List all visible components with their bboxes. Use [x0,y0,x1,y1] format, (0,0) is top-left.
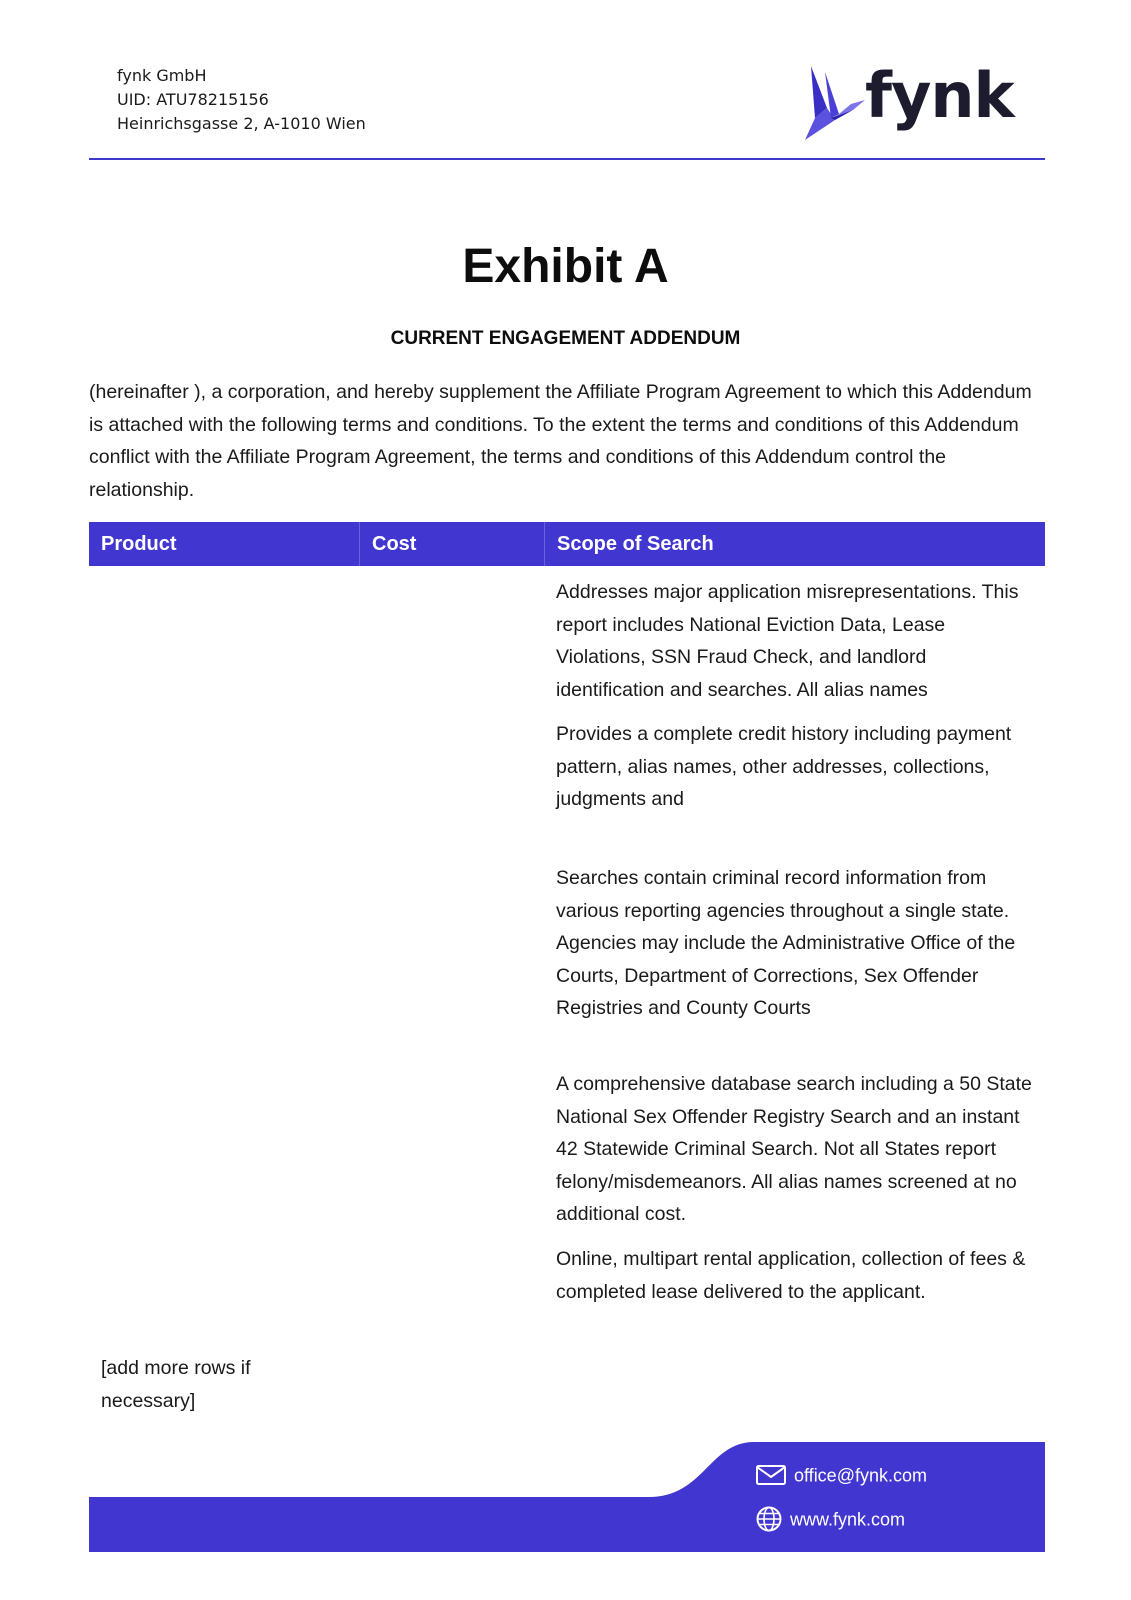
column-header-product: Product [101,533,177,555]
company-uid: UID: ATU78215156 [117,90,269,109]
add-rows-note: [add more rows if necessary] [101,1357,251,1412]
footer-website-link[interactable] [756,1506,905,1532]
column-divider [359,522,360,566]
company-address: Heinrichsgasse 2, A-1010 Wien [117,114,366,133]
document-title: Exhibit A [462,240,669,293]
footer-email-link[interactable] [756,1462,927,1487]
fynk-logo [805,59,1014,142]
footer-website: www.fynk.com [790,1509,906,1530]
intro-paragraph: (hereinafter ), a corporation, and hereby supplement the Affiliate Program Agreement to which this Addendum is attached with the following terms and conditions. To the extent the terms and conditions of this Addendum conflict with the Affiliate Program Agreement, the terms and conditions of this Addendum control the relationship. [89,381,1032,501]
envelope-icon [756,1465,786,1485]
table-row-scope: A comprehensive database search including a 50 State National Sex Offender Registry Search and an instant 42 Statewide Criminal Search. Not all States report felony/misdemeanors. All alias names screened at no additional cost. [556,1073,1032,1225]
column-header-scope: Scope of Search [557,533,714,555]
document-subtitle: CURRENT ENGAGEMENT ADDENDUM [390,328,741,349]
header-divider [89,158,1045,160]
footer-band [89,1442,1045,1552]
table-row-scope: Searches contain criminal record information from various reporting agencies throughout a single state. Agencies may include the Administrative Office of the Courts, Department of Corrections, Sex Offender Registries and County Courts [556,867,1016,1019]
table-row-scope: Online, multipart rental application, collection of fees & completed lease delivered to the applicant. [556,1248,1026,1303]
column-header-cost: Cost [372,533,417,555]
company-name: fynk GmbH [117,66,207,85]
origami-bird-logo-icon [805,64,869,140]
table-header [89,522,1045,566]
footer-email: office@fynk.com [794,1465,927,1486]
globe-icon [756,1506,782,1532]
table-row-scope: Addresses major application misrepresentations. This report includes National Eviction Data, Lease Violations, SSN Fraud Check, and landlord identification and searches. All alias names [556,581,1019,701]
company-info [117,64,366,136]
column-divider [544,522,545,566]
footer-shape [89,1442,1045,1552]
logo-wordmark: fynk [865,59,1014,132]
table-row-scope: Provides a complete credit history including payment pattern, alias names, other addresses, collections, judgments and [556,723,1012,810]
